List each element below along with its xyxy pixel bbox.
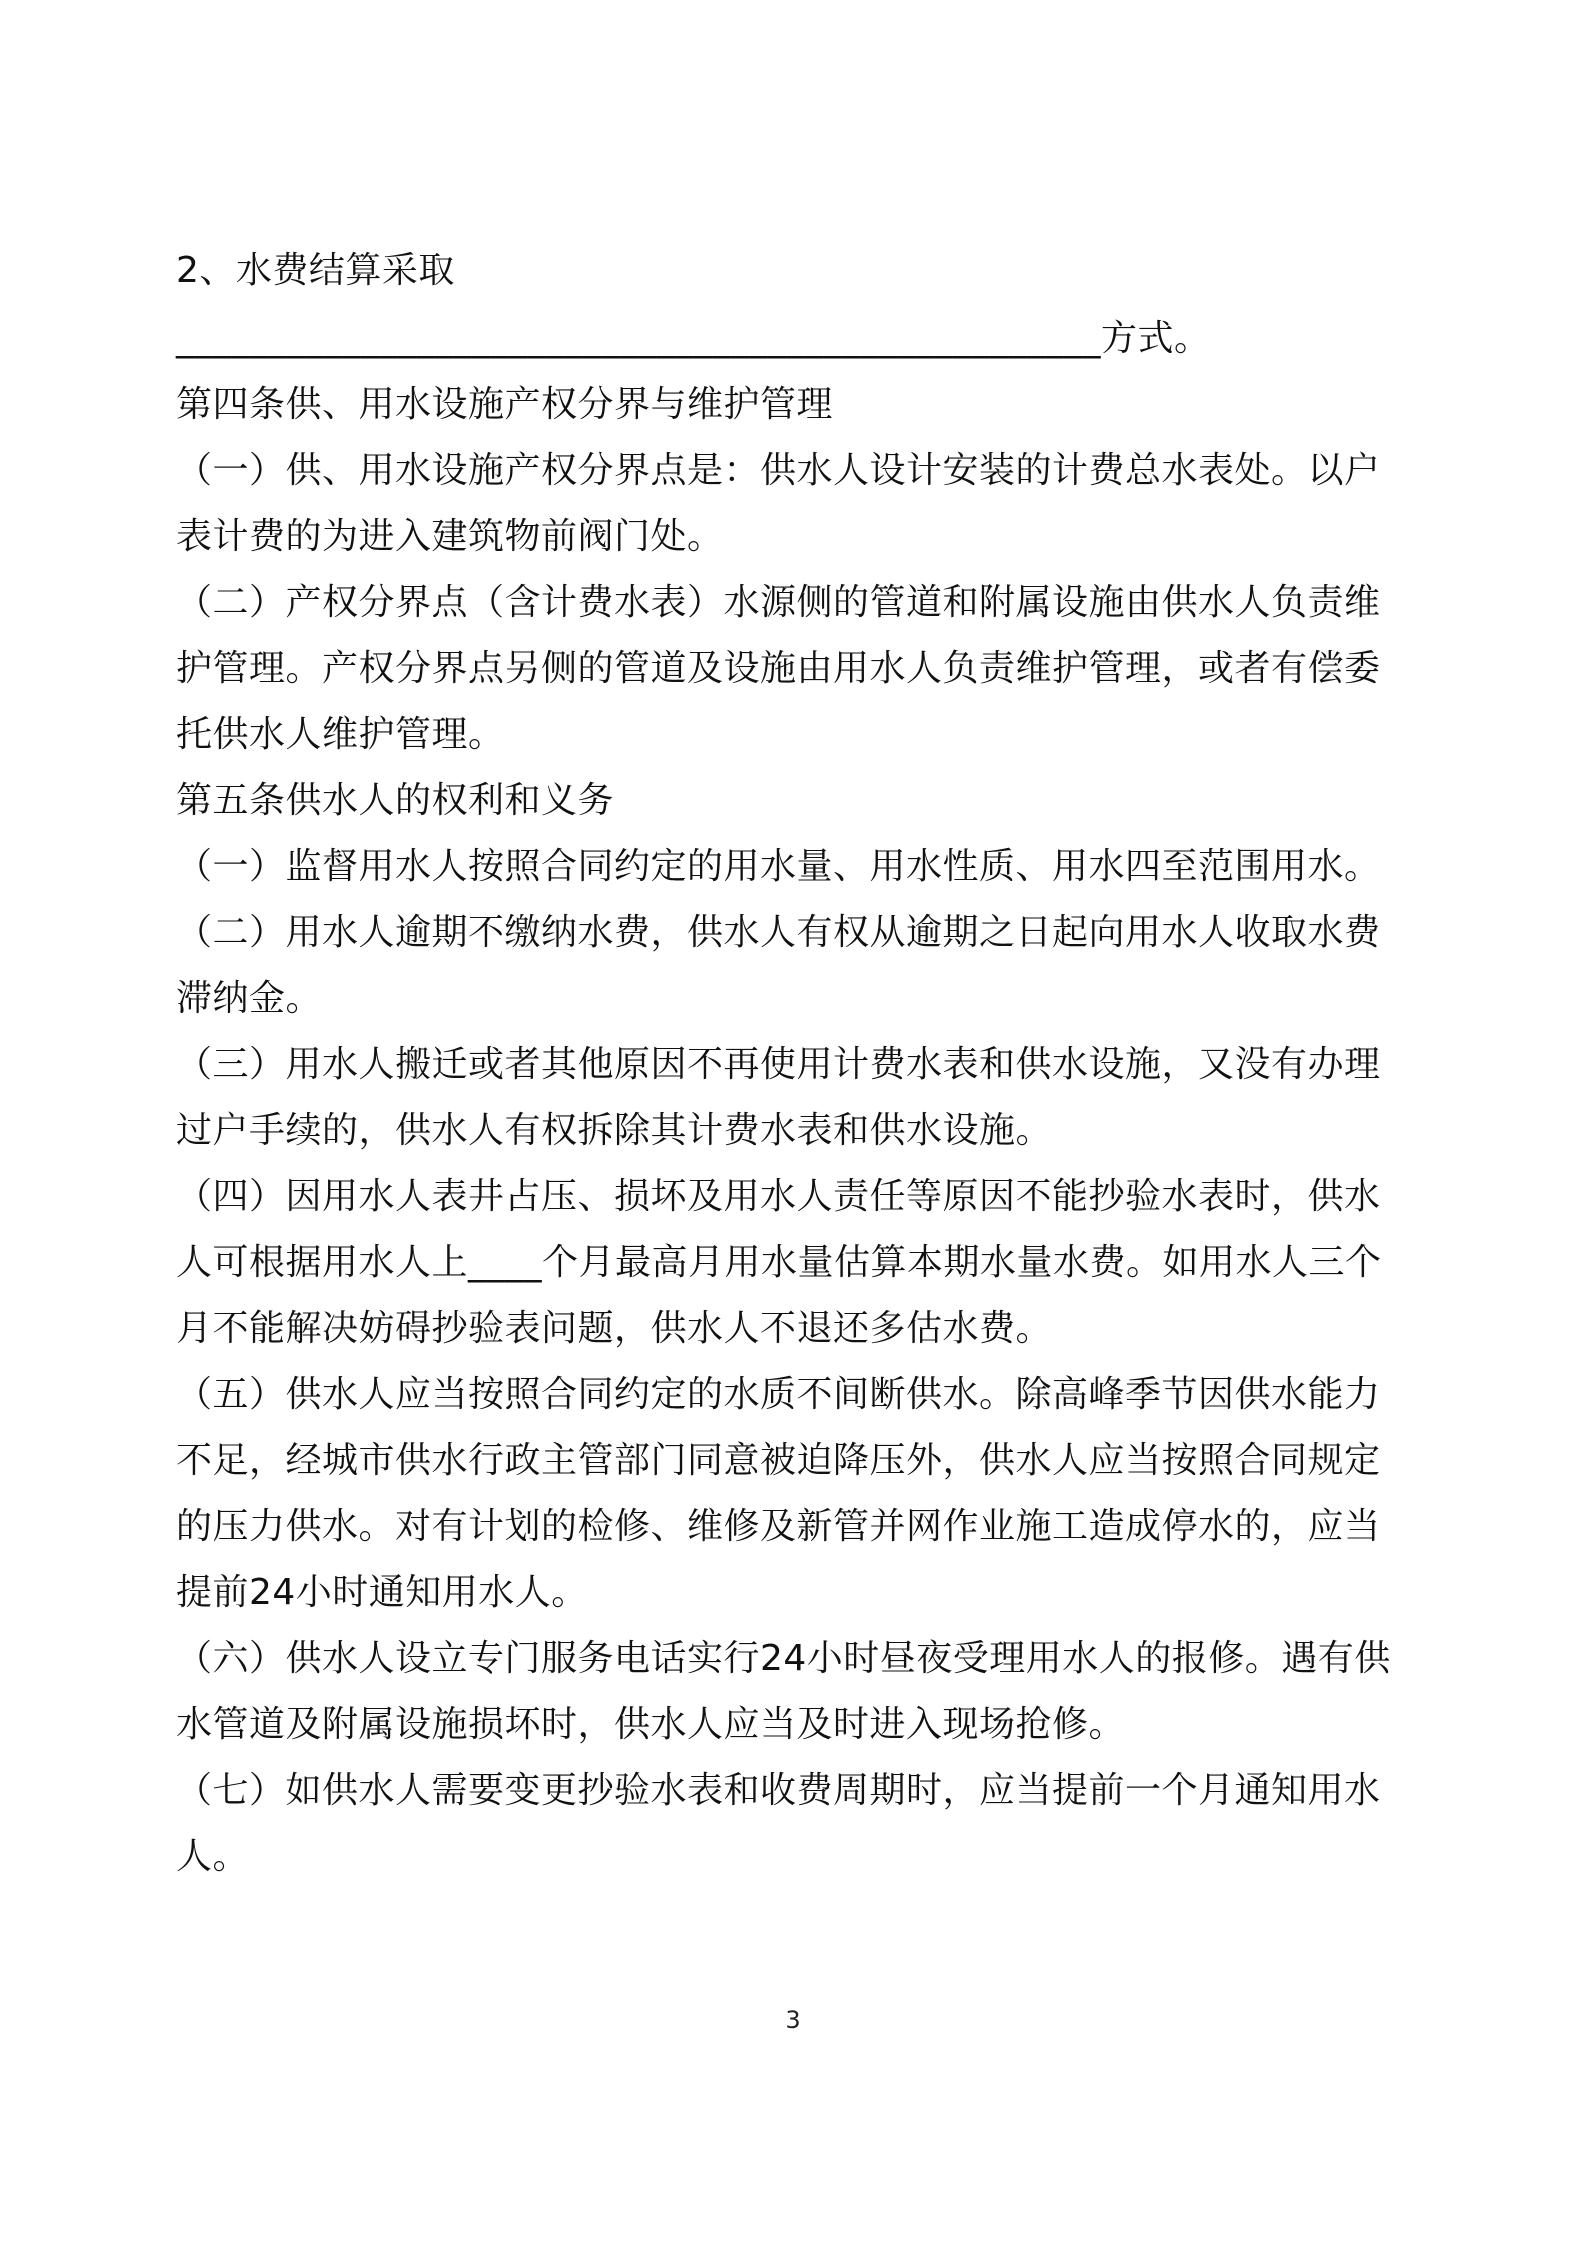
text-line: （二）产权分界点（含计费水表）水源侧的管道和附属设施由供水人负责维: [176, 582, 1381, 623]
text-line: （五）供水人应当按照合同约定的水质不间断供水。除高峰季节因供水能力: [176, 1374, 1381, 1415]
text-line: 表计费的为进入建筑物前阀门处。: [176, 516, 724, 557]
page-number: 3: [785, 2006, 801, 2034]
text-line: （一）监督用水人按照合同约定的用水量、用水性质、用水四至范围用水。: [176, 846, 1381, 887]
text-line: （六）供水人设立专门服务电话实行24小时昼夜受理用水人的报修。遇有供: [176, 1638, 1391, 1679]
text-line: （二）用水人逾期不缴纳水费，供水人有权从逾期之日起向用水人收取水费: [176, 912, 1381, 953]
text-line: 滞纳金。: [176, 978, 323, 1019]
text-line-with-blank: 人可根据用水人上____个月最高月用水量估算本期水量水费。如用水人三个: [176, 1242, 1382, 1283]
text-line-settlement-blank: __________________________________________________方式。: [176, 318, 1211, 359]
text-line: 提前24小时通知用水人。: [176, 1572, 588, 1613]
text-line-settlement: 2、水费结算采取: [176, 250, 455, 291]
text-line: （三）用水人搬迁或者其他原因不再使用计费水表和供水设施，又没有办理: [176, 1044, 1381, 1085]
text-line: （一）供、用水设施产权分界点是：供水人设计安装的计费总水表处。以户: [176, 450, 1381, 491]
section-heading-article-5: 第五条供水人的权利和义务: [176, 780, 615, 821]
text-line: 过户手续的，供水人有权拆除其计费水表和供水设施。: [176, 1110, 1053, 1151]
text-line: （七）如供水人需要变更抄验水表和收费周期时，应当提前一个月通知用水: [176, 1770, 1381, 1811]
section-heading-article-4: 第四条供、用水设施产权分界与维护管理: [176, 384, 834, 425]
text-line: 托供水人维护管理。: [176, 714, 505, 755]
text-line: 人。: [176, 1836, 250, 1877]
text-line: 不足，经城市供水行政主管部门同意被迫降压外，供水人应当按照合同规定: [176, 1440, 1381, 1481]
text-line: （四）因用水人表井占压、损坏及用水人责任等原因不能抄验水表时，供水: [176, 1176, 1381, 1217]
text-line: 月不能解决妨碍抄验表问题，供水人不退还多估水费。: [176, 1308, 1053, 1349]
document-body: [176, 238, 1446, 1890]
text-line: 水管道及附属设施损坏时，供水人应当及时进入现场抢修。: [176, 1704, 1126, 1745]
text-line: 护管理。产权分界点另侧的管道及设施由用水人负责维护管理，或者有偿委: [176, 648, 1381, 689]
text-line: 的压力供水。对有计划的检修、维修及新管并网作业施工造成停水的，应当: [176, 1506, 1381, 1547]
